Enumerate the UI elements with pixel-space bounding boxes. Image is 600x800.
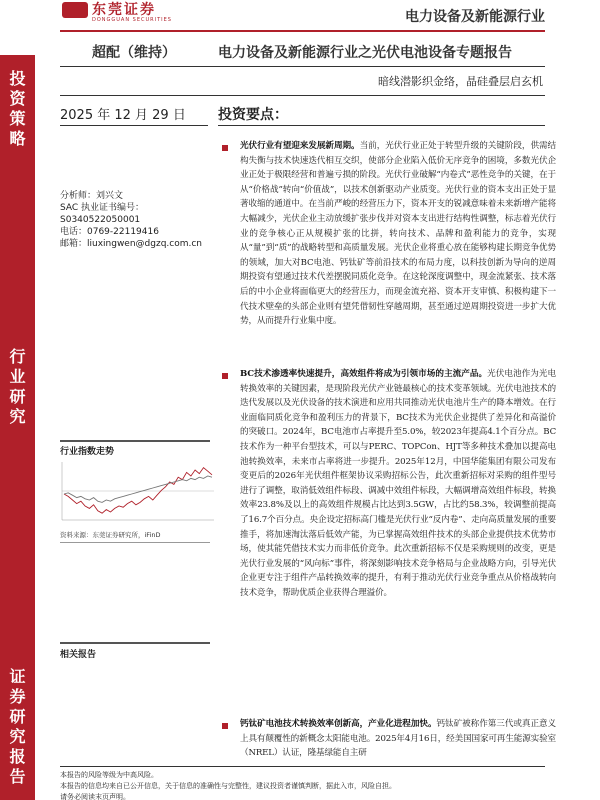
header-divider <box>60 30 545 32</box>
footer-declaration: 请务必阅读末页声明。 <box>60 793 130 800</box>
logo-english-name: DONGGUAN SECURITIES <box>92 17 172 23</box>
sidebar-section-report <box>0 667 35 787</box>
report-date: 2025 年 12 月 29 日 <box>60 108 186 123</box>
rating: 超配（维持） <box>92 45 176 61</box>
chart-series-0 <box>64 468 212 514</box>
bullet-2 <box>222 373 228 379</box>
date-divider <box>60 125 208 126</box>
related-reports-title: 相关报告 <box>60 650 97 660</box>
footer-divider <box>60 766 545 767</box>
analyst-phone: 电话：0769-22119416 <box>60 227 159 237</box>
analyst-name: 分析师：刘兴文 <box>60 191 124 201</box>
sidebar <box>0 55 35 800</box>
sidebar-section-industry-text: 行业研究 <box>9 347 26 426</box>
sidebar-section-strategy-text: 投资策略 <box>9 69 26 148</box>
analyst-info <box>60 190 210 250</box>
paragraph-1-text: 当前，光伏行业正处于转型升级的关键阶段，供需结构失衡与技术快速迭代相互交织，使部分企业陷入低价无序竞争的困境，多数光伏企业正处于极限经营和普遍亏损的阶段。光伏行业破解“内卷式”恶性竞争的关键，在于从“价格战”转向“价值战”，以技术创新驱动产业质变。光伏行业的资本支出正处于显著收缩的通道中。在当前严峻的经营压力下，资本开支的锐减意味着未来新增产能将大幅减少，光伏企业主动放缓扩张步伐并对资本支出进行结构性调整，标志着光伏行业的竞争核心正从规模扩张的比拼，转向技术、品牌和盈利能力的竞争，实现从“量”到“质”的战略转型和高质量发展。光伏企业将重心放在能够构建长期竞争优势的领域，加大对BC电池、钙钛矿等前沿技术的布局力度，以科技创新为导向的逆周期投资有望通过技术代差摆脱同质化竞争。在这轮深度调整中，现金流紧张、技术落后的中小企业将面临更大的经营压力，而现金流充裕、资本开支审慎、积极构建下一代技术壁垒的头部企业则有望凭借韧性穿越周期，甚至通过逆周期投资进一步扩大优势，从而提升行业集中度。 <box>240 141 556 327</box>
chart-series-1 <box>64 476 212 502</box>
report-title: 电力设备及新能源行业之光伏电池设备专题报告 <box>218 45 512 61</box>
logo-mark <box>62 2 88 18</box>
paragraph-3-lead: 钙钛矿电池技术转换效率创新高，产业化进程加快。 <box>240 719 437 729</box>
analyst-cert-label: SAC 执业证书编号： <box>60 203 145 213</box>
index-trend-chart <box>58 460 216 522</box>
paragraph-1 <box>240 139 556 329</box>
chart-top-divider <box>60 440 210 442</box>
sidebar-section-report-text: 证券研究报告 <box>9 667 26 786</box>
title-divider <box>60 66 545 67</box>
paragraph-1-lead: 光伏行业有望迎来发展新周期。 <box>240 141 360 151</box>
points-divider <box>218 125 545 126</box>
paragraph-2-lead: BC技术渗透率快速提升，高效组件将成为引领市场的主流产品。 <box>240 369 488 379</box>
chart-bottom-divider <box>60 542 210 543</box>
bullet-3 <box>222 723 228 729</box>
footer-risk-level: 本报告的风险等级为中高风险。 <box>60 771 158 779</box>
logo-chinese-name: 东莞证券 <box>92 2 156 18</box>
subtitle-divider <box>60 95 545 96</box>
chart-title: 行业指数走势 <box>60 447 115 457</box>
bullet-1 <box>222 145 228 151</box>
chart-source: 资料来源：东莞证券研究所，iFinD <box>60 531 161 539</box>
paragraph-2 <box>240 367 556 601</box>
analyst-email: 邮箱：liuxingwen@dgzq.com.cn <box>60 239 203 249</box>
paragraph-2-text: 光伏电池作为光电转换效率的关键因素，是现阶段光伏产业链最核心的技术变革领域。光伏电池技术的迭代发展以及光伏设备的技术演进和应用共同推动光伏电池片生产的降本增效。在行业面临同质化竞争和盈利压力的背景下，BC技术为光伏企业提供了差异化和高溢价的突破口。2024年，BC电池市占率提升至5.0%，较2023年提高4.1个百分点。BC技术作为一种平台型技术，可以与PERC、TOPCon、HJT等多种技术叠加以提高电池转换效率，未来市占率将进一步提升。2025年12月，中国华能集团有限公司发布变更后的2026年光伏组件框架协议采购招标公告，此次重新招标对采购的组件型号进行了调整，取消低效组件标段、调减中效组件标段，大幅调增高效组件标段，转换效率23.8%及以上的高效组件规模占比达到3.5GW，占比约58.3%，较调整前提高了16.7个百分点。央企设定招标高门槛是光伏行业“反内卷”、走向高质量发展的重要推手，将加速淘汰落后低效产能，为已掌握高效组件技术的头部企业提供技术优势市场，使其能凭借技术实力而非低价竞争。此次重新招标不仅是采购规则的改变，更是光伏行业发展的“风向标”事件，将深刻影响技术竞争格局与企业战略方向，引导光伏企业更专注于组件产品转换效率的提升，有利于推动光伏行业竞争重点从价格战转向技术竞争，帮助优质企业获得合理溢价。 <box>240 369 556 598</box>
footer-info-source: 本报告的信息均来自已公开信息，关于信息的准确性与完整性，建议投资者谨慎判断，据此入市，风险自担。 <box>60 782 396 790</box>
company-logo <box>62 0 182 30</box>
report-subtitle: 暗线潜影织金络，晶硅叠层启玄机 <box>378 75 543 88</box>
related-divider <box>60 642 210 644</box>
sidebar-section-strategy <box>0 69 35 149</box>
header-industry: 电力设备及新能源行业 <box>405 9 545 25</box>
paragraph-3-text: 钙钛矿被称作第三代或真正意义上具有颠覆性的新概念太阳能电池。2025年4月16日，经美国国家可再生能源实验室（NREL）认证，隆基绿能自主研 <box>240 719 556 759</box>
footer-disclaimer <box>60 770 560 800</box>
sidebar-section-industry <box>0 347 35 427</box>
investment-points-title: 投资要点： <box>218 107 288 123</box>
paragraph-3 <box>240 717 556 761</box>
analyst-cert-number: S0340522050001 <box>60 215 141 225</box>
